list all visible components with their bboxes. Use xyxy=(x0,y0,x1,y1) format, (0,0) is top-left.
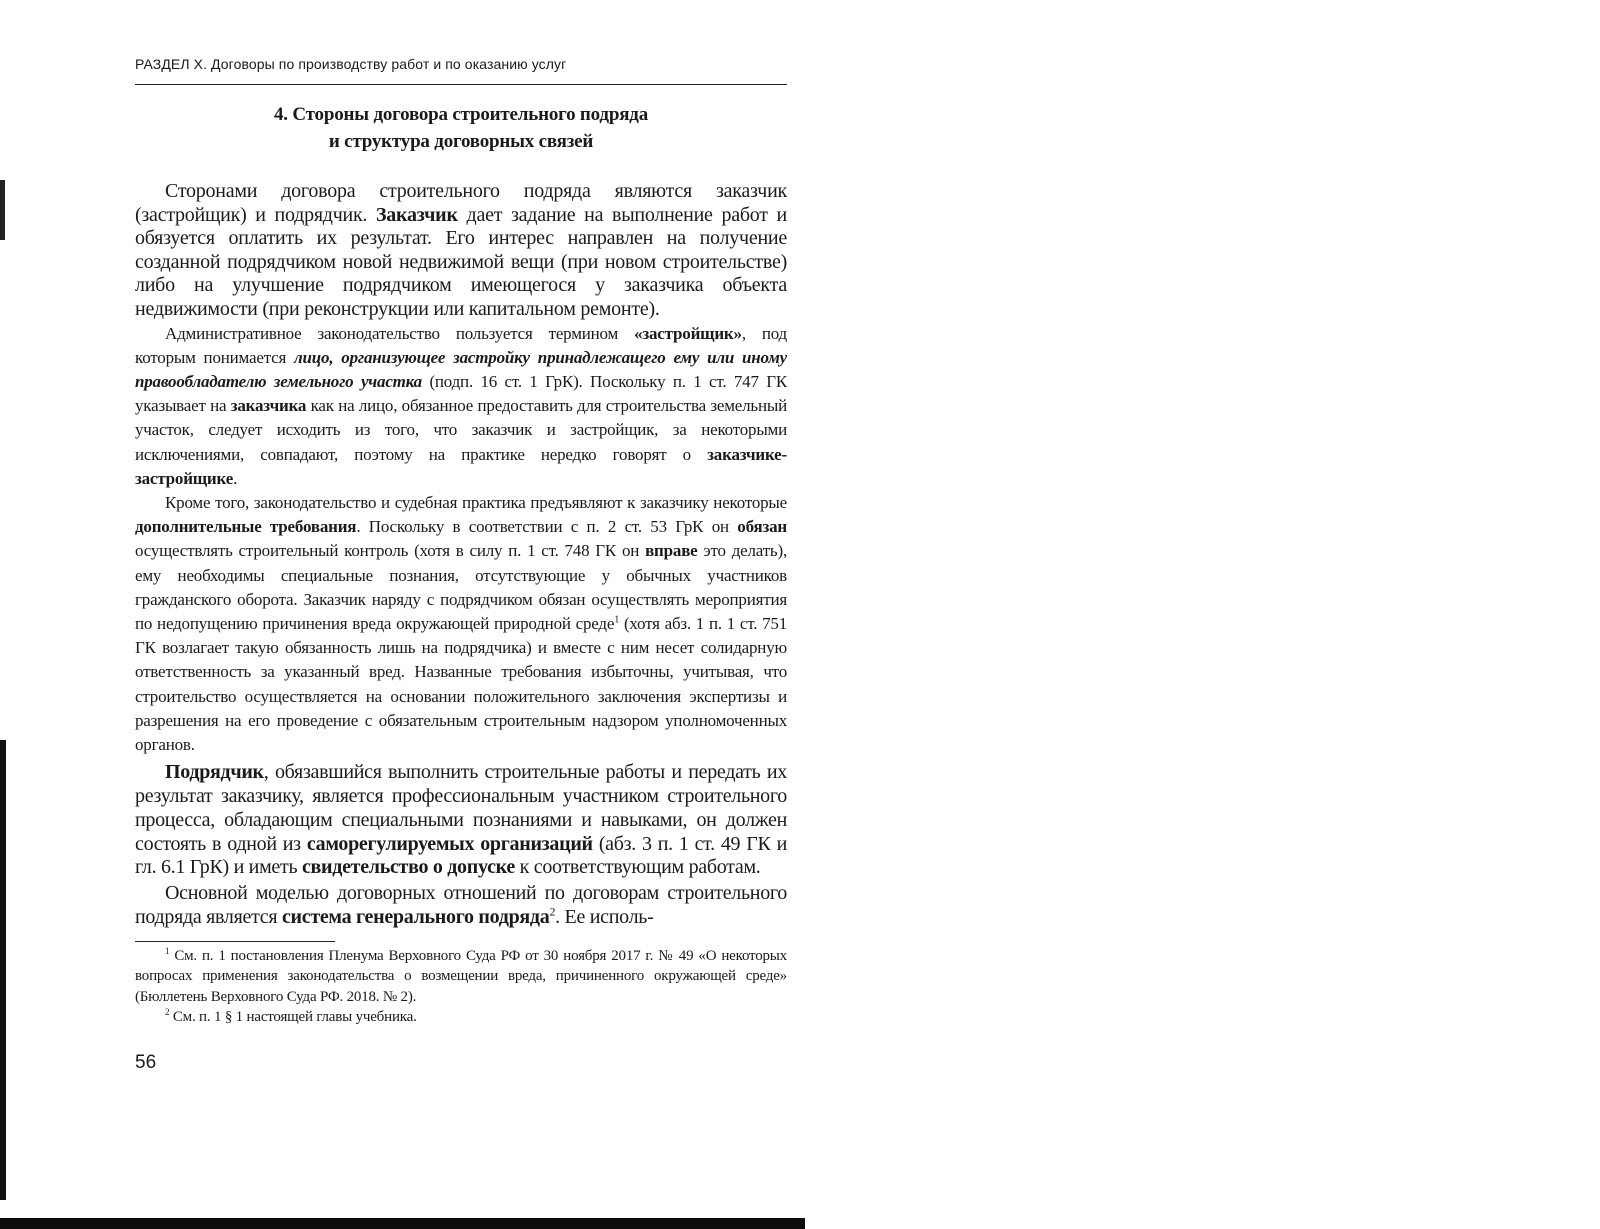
text-run: это делать), ему необходимы специальные познания, отсутствующие у обычных участников гражданского оборота. Заказчик наряду с подрядчиком обязан осуществлять мероприятия по недопущению причинения вреда окружающей природной среде xyxy=(135,541,787,633)
text-run: . Поскольку в соответствии с п. 2 ст. 53 ГрК он xyxy=(356,517,738,537)
term-sro: саморегулируемых организаций xyxy=(306,832,593,855)
term-entitled: вправе xyxy=(645,541,698,561)
paragraph-additional-requirements xyxy=(135,491,787,757)
term-customer: Заказчик xyxy=(375,203,458,226)
page-number: 56 xyxy=(135,1051,157,1073)
book-page xyxy=(135,40,787,1074)
paragraph-parties xyxy=(135,180,787,322)
section-title-line-1: 4. Стороны договора строительного подряда xyxy=(274,104,648,125)
text-run: осуществлять строительный контроль (хотя в силу п. 1 ст. 748 ГК он xyxy=(135,541,646,561)
section-title xyxy=(135,101,787,155)
term-developer: «застройщик» xyxy=(634,323,742,343)
text-run: к соответствующим работам. xyxy=(514,856,761,879)
footnote-2 xyxy=(135,1007,787,1028)
footnote-mark-1: 1 xyxy=(165,945,170,956)
footnote-mark-2: 2 xyxy=(165,1007,170,1018)
text-run: (хотя абз. 1 п. 1 ст. 751 ГК возлагает такую обязанность лишь на подрядчика) и вместе с ним несет солидарную ответственность за указанный вред. Названные требования избыточны, учитывая, что строительство осуществляется на основании положительного заключения экспертизы и разрешения на его проведение с обязательным строительным надзором уполномоченных органов. xyxy=(135,614,787,755)
text-run: Основной моделью договорных отношений по договорам строительного подряда является xyxy=(135,882,787,928)
footnote-text-1: См. п. 1 постановления Пленума Верховного Суда РФ от 30 ноября 2017 г. № 49 «О некоторых вопросах применения законодательства о возмещении вреда, причиненного окружающей среде» (Бюллетень Верховного Суда РФ. 2018. № 2). xyxy=(135,947,787,1005)
paragraph-general-contracting xyxy=(135,882,787,930)
text-run: Сторонами договора строительного подряда являются заказчик (застройщик) и подрядчик. xyxy=(135,180,787,226)
term-permit-certificate: свидетельство о допуске xyxy=(301,856,515,879)
text-run: , обязавшийся выполнить строительные работы и передать их результат заказчику, является профессиональным участником строительного процесса, обладающим специальными познаниями и навыками, он должен состоять в одной из xyxy=(135,761,787,855)
text-run: . xyxy=(233,468,238,488)
term-additional-requirements: дополнительные требования xyxy=(135,517,357,537)
term-contractor: Подрядчик xyxy=(165,761,264,784)
text-run: как на лицо, обязанное предоставить для строительства земельный участок, следует исходить из того, что заказчик и застройщик, за некоторыми исключениями, совпадают, поэтому на практике нередко говорят о xyxy=(135,396,787,464)
text-run: (абз. 3 п. 1 ст. 49 ГК и гл. 6.1 ГрК) и иметь xyxy=(135,832,787,879)
scan-edge-mark-bottom xyxy=(0,1218,805,1229)
header-rule xyxy=(135,84,787,85)
text-run: Административное законодательство пользуется термином xyxy=(165,323,635,343)
text-run: (подп. 16 ст. 1 ГрК). Поскольку п. 1 ст. 747 ГК указывает на xyxy=(135,371,787,416)
scan-edge-mark-upper xyxy=(0,180,5,240)
paragraph-contractor xyxy=(135,761,787,880)
footnote-text-2: См. п. 1 § 1 настоящей главы учебника. xyxy=(169,1009,417,1026)
footnote-ref-1: 1 xyxy=(614,614,620,626)
term-customer-developer: заказчике-застройщике xyxy=(135,444,787,488)
term-general-contracting-system: система генерального подряда xyxy=(281,906,550,928)
term-customer-ref: заказчика xyxy=(230,396,307,416)
footnote-rule xyxy=(135,941,335,942)
definition-developer: лицо, организующее застройку принадлежащего ему или иному правообладателю земельного участка xyxy=(135,347,787,391)
text-run: дает задание на выполнение работ и обязуется оплатить их результат. Его интерес направлен на получение созданной подрядчиком новой недвижимой вещи (при новом строительстве) либо на улучшение подрядчиком имеющегося у заказчика объекта недвижимости (при реконструкции или капитальном ремонте). xyxy=(135,203,788,320)
footnote-1 xyxy=(135,946,787,1008)
section-title-line-2: и структура договорных связей xyxy=(328,131,594,152)
text-run: , под которым понимается xyxy=(135,323,787,367)
text-run: . Ее исполь- xyxy=(555,906,654,928)
paragraph-developer xyxy=(135,322,787,491)
scan-edge-mark-lower xyxy=(0,740,6,1200)
text-run: Кроме того, законодательство и судебная практика предъявляют к заказчику некоторые xyxy=(165,492,787,512)
footnote-ref-2: 2 xyxy=(549,904,556,919)
term-obliged: обязан xyxy=(737,517,787,537)
running-header: РАЗДЕЛ X. Договоры по производству работ и по оказанию услуг xyxy=(135,56,567,72)
